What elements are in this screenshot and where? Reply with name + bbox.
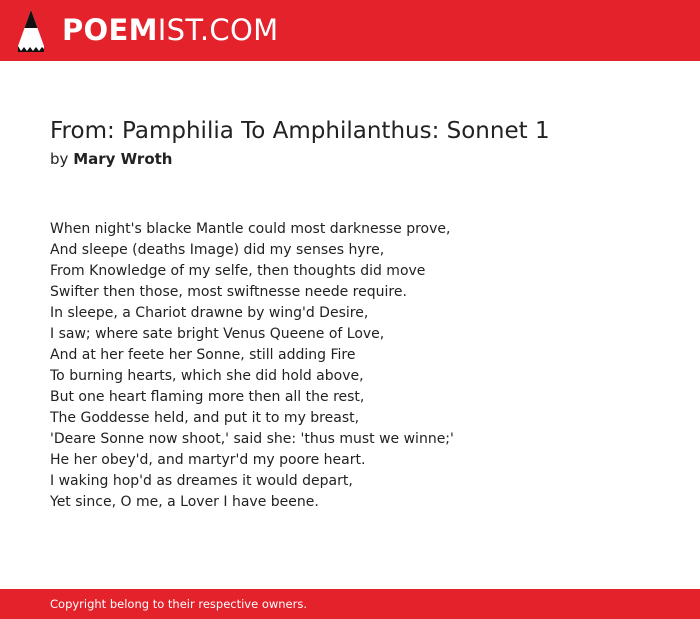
poem-body	[50, 219, 454, 513]
logo-text-bold: POEM	[62, 13, 158, 47]
byline-prefix: by	[50, 150, 69, 168]
poem-line: But one heart flaming more then all the rest,	[50, 389, 365, 405]
pencil-tip-icon	[18, 10, 44, 52]
logo-text-light: IST.COM	[157, 13, 279, 47]
author-name: Mary Wroth	[73, 150, 173, 168]
poem-line: I saw; where sate bright Venus Queene of Love,	[50, 326, 385, 342]
poem-byline	[50, 149, 172, 169]
site-footer	[0, 589, 700, 619]
poem-line: He her obey'd, and martyr'd my poore heart.	[50, 452, 366, 468]
site-logo[interactable]	[62, 13, 278, 47]
site-header	[0, 0, 700, 61]
poem-line: And sleepe (deaths Image) did my senses hyre,	[50, 242, 385, 258]
poem-line: In sleepe, a Chariot drawne by wing'd Desire,	[50, 305, 369, 321]
poem-line: From Knowledge of my selfe, then thoughts did move	[50, 263, 426, 279]
poem-line: The Goddesse held, and put it to my breast,	[50, 410, 360, 426]
poem-title: From: Pamphilia To Amphilanthus: Sonnet 1	[50, 118, 550, 144]
poem-line: Yet since, O me, a Lover I have beene.	[50, 494, 319, 510]
poem-line: To burning hearts, which she did hold above,	[50, 368, 364, 384]
poem-line: Swifter then those, most swiftnesse neede require.	[50, 284, 407, 300]
poem-line: I waking hop'd as dreames it would depart,	[50, 473, 353, 489]
poem-line: 'Deare Sonne now shoot,' said she: 'thus must we winne;'	[50, 431, 454, 447]
copyright-text: Copyright belong to their respective owners.	[50, 597, 308, 611]
poem-line: When night's blacke Mantle could most darknesse prove,	[50, 221, 451, 237]
poem-line: And at her feete her Sonne, still adding Fire	[50, 347, 356, 363]
